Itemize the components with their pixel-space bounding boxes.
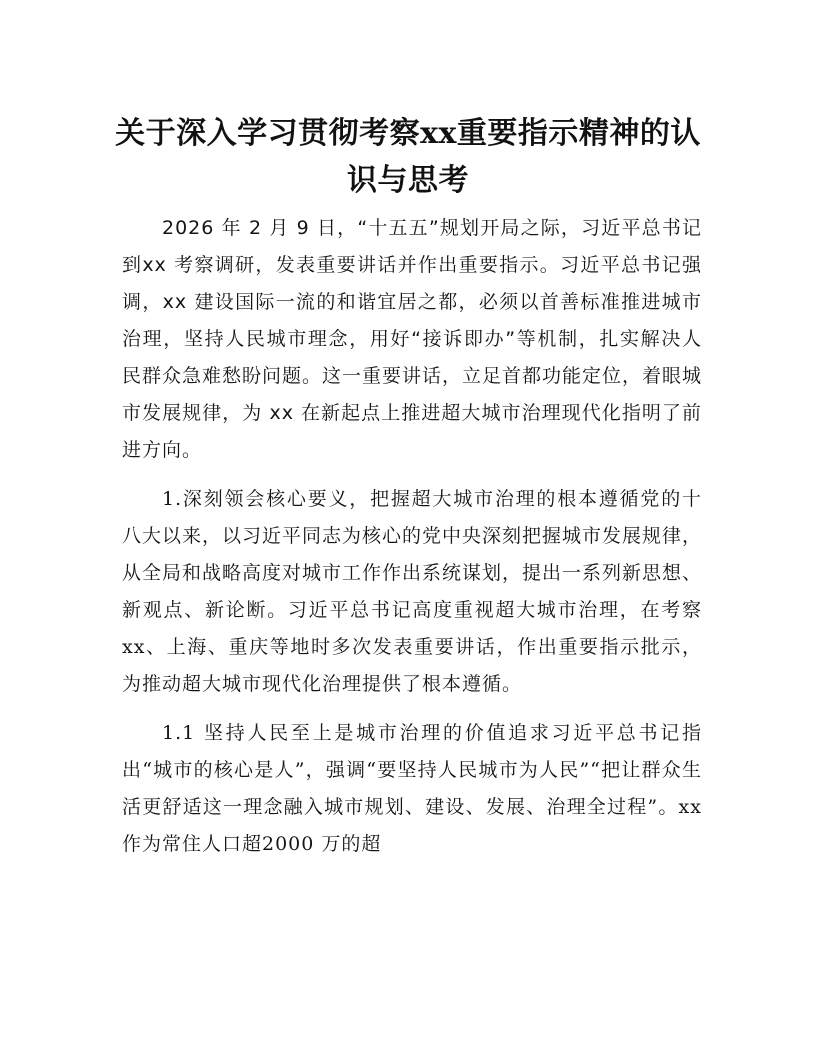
document-title: 关于深入学习贯彻考察xx重要指示精神的认识与思考	[115, 116, 701, 198]
section-1-1-paragraph: 1.1 坚持人民至上是城市治理的价值追求习近平总书记指出“城市的核心是人”，强调“要坚持人民城市为人民”“把让群众生活更舒适这一理念融入城市规划、建设、发展、治理全过程”。xx 作为常住人口超2000 万的超	[122, 722, 702, 855]
document-body	[122, 210, 702, 875]
intro-paragraph: 2026 年 2 月 9 日，“十五五”规划开局之际，习近平总书记到xx 考察调研，发表重要讲话并作出重要指示。习近平总书记强调，xx 建设国际一流的和谐宜居之都，必须以首善标准推进城市治理，坚持人民城市理念，用好“接诉即办”等机制，扎实解决人民群众急难愁盼问题。这一重要讲话，立足首都功能定位，着眼城市发展规律，为 xx 在新起点上推进超大城市治理现代化指明了前进方向。	[122, 217, 703, 461]
section-1-paragraph: 1.深刻领会核心要义，把握超大城市治理的根本遵循党的十八大以来，以习近平同志为核心的党中央深刻把握城市发展规律，从全局和战略高度对城市工作作出系统谋划，提出一系列新思想、新观点、新论断。习近平总书记高度重视超大城市治理，在考察xx、上海、重庆等地时多次发表重要讲话，作出重要指示批示，为推动超大城市现代化治理提供了根本遵循。	[122, 488, 703, 695]
